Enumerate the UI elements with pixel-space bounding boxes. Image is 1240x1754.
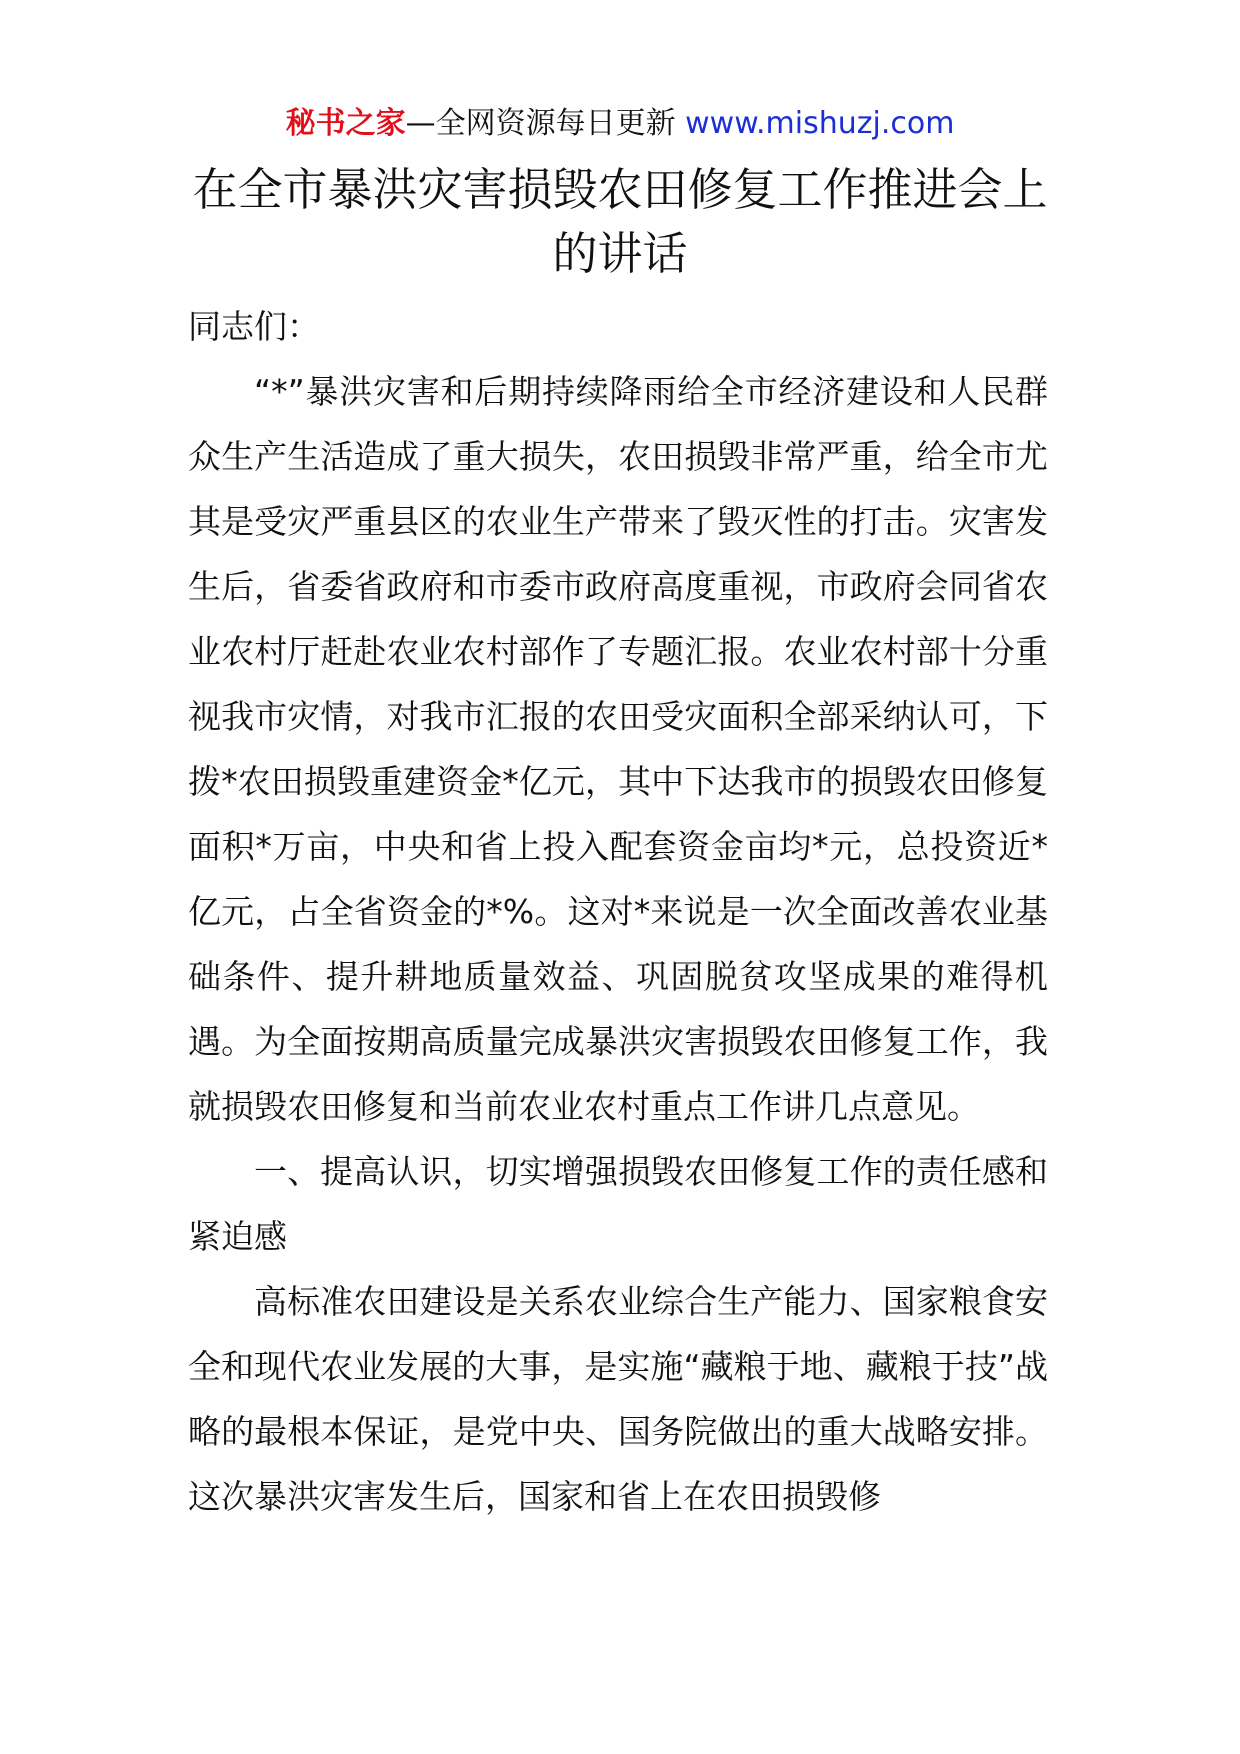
site-header (0, 102, 1240, 146)
document-title: 在全市暴洪灾害损毁农田修复工作推进会上的讲话 (192, 163, 1048, 280)
site-url-link[interactable]: www.mishuzj.com (685, 106, 955, 141)
section-heading: 一、提高认识，切实增强损毁农田修复工作的责任感和紧迫感 (188, 1152, 1048, 1256)
body-paragraph: 高标准农田建设是关系农业综合生产能力、国家粮食安全和现代农业发展的大事，是实施“藏粮于地、藏粮于技”战略的最根本保证，是党中央、国务院做出的重大战略安排。这次暴洪灾害发生后，国家和省上在农田损毁修 (188, 1282, 1048, 1516)
body-paragraph: “*”暴洪灾害和后期持续降雨给全市经济建设和人民群众生产生活造成了重大损失，农田损毁非常严重，给全市尤其是受灾严重县区的农业生产带来了毁灭性的打击。灾害发生后，省委省政府和市委市政府高度重视，市政府会同省农业农村厅赶赴农业农村部作了专题汇报。农业农村部十分重视我市灾情，对我市汇报的农田受灾面积全部采纳认可，下拨*农田损毁重建资金*亿元，其中下达我市的损毁农田修复面积*万亩，中央和省上投入配套资金亩均*元，总投资近*亿元，占全省资金的*%。这对*来说是一次全面改善农业基础条件、提升耕地质量效益、巩固脱贫攻坚成果的难得机遇。为全面按期高质量完成暴洪灾害损毁农田修复工作，我就损毁农田修复和当前农业农村重点工作讲几点意见。 (188, 372, 1049, 1126)
salutation: 同志们： (188, 307, 320, 346)
document-body (188, 294, 1048, 1529)
site-name: 秘书之家 (285, 106, 406, 141)
site-tagline: —全网资源每日更新 (405, 106, 686, 141)
